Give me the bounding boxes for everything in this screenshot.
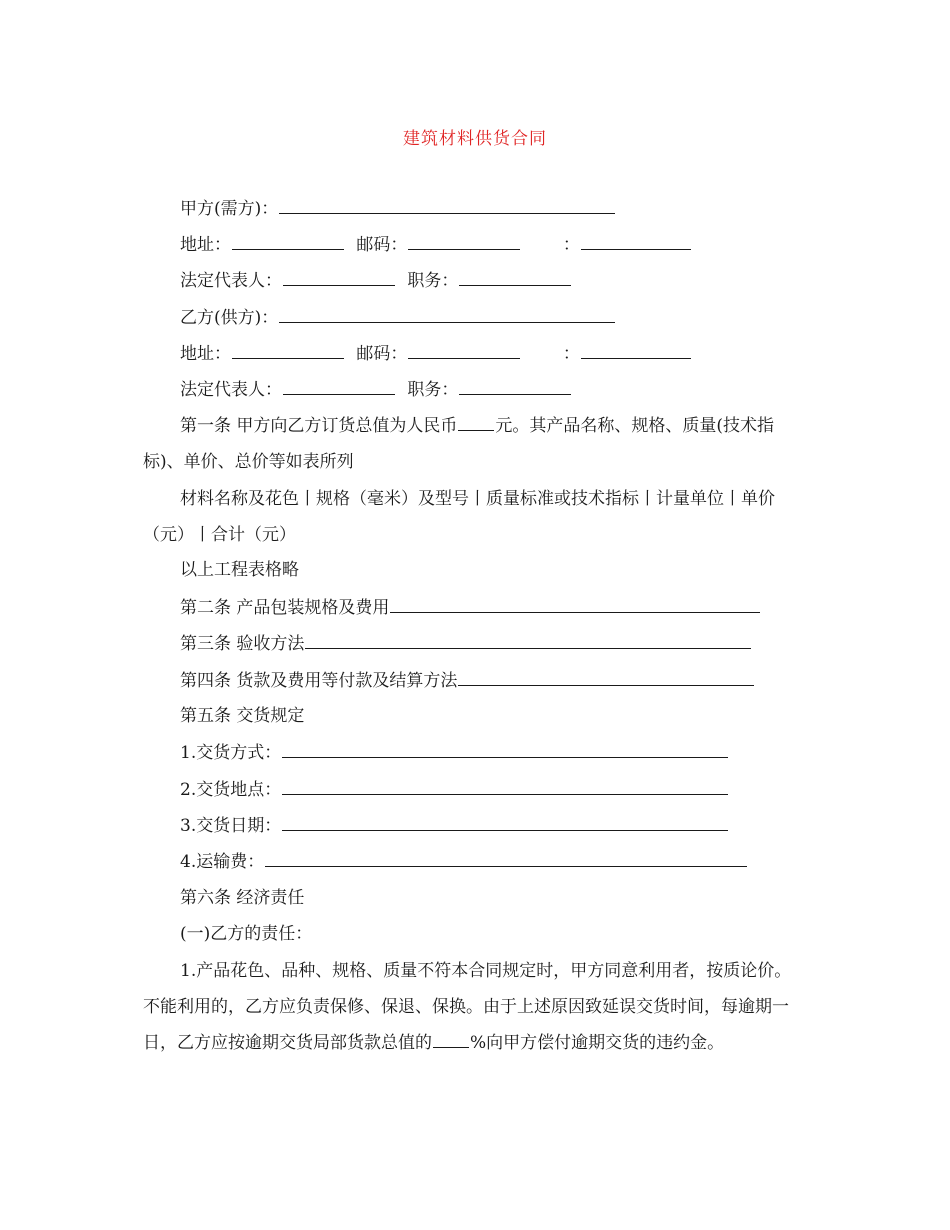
party-b-address-field[interactable]	[232, 341, 344, 359]
article-2-line	[180, 595, 761, 620]
delivery-place-field[interactable]	[282, 777, 728, 795]
table-note: 以上工程表格略	[180, 560, 299, 580]
party-b-phone-label: ：	[562, 344, 580, 364]
party-a-name-field[interactable]	[279, 196, 615, 214]
party-a-postcode-label: 邮码：	[356, 235, 408, 255]
delivery-place-line	[180, 777, 729, 802]
delivery-method-line	[180, 740, 729, 765]
article-2-label: 第二条 产品包装规格及费用	[180, 598, 390, 618]
party-a-postcode-field[interactable]	[408, 232, 520, 250]
document-title: 建筑材料供货合同	[403, 129, 547, 149]
party-b-position-label: 职务：	[407, 380, 459, 400]
freight-line	[180, 849, 748, 874]
table-header-text: 材料名称及花色丨规格（毫米）及型号丨质量标准或技术指标丨计量单位丨单价（元）丨合计（元）	[143, 489, 775, 545]
total-amount-field[interactable]	[458, 413, 494, 431]
delivery-date-line	[180, 813, 729, 838]
article-4-field[interactable]	[458, 668, 754, 686]
party-a-address-label: 地址：	[180, 235, 231, 255]
party-b-postcode-field[interactable]	[408, 341, 520, 359]
party-b-address-label: 地址：	[180, 344, 231, 364]
party-b-label: 乙方(供方)：	[180, 308, 279, 328]
party-a-rep-line	[180, 268, 572, 293]
party-b-address-line	[180, 341, 692, 366]
delivery-place-label: 2.交货地点：	[180, 780, 282, 800]
party-a-rep-field[interactable]	[283, 268, 395, 286]
party-a-label: 甲方(需方)：	[180, 199, 279, 219]
article-1-text-before: 第一条 甲方向乙方订货总值为人民币	[180, 416, 458, 436]
party-a-position-field[interactable]	[459, 268, 571, 286]
party-a-address-field[interactable]	[232, 232, 344, 250]
delivery-method-field[interactable]	[282, 740, 728, 758]
party-b-duty-heading: (一)乙方的责任：	[180, 924, 313, 944]
clause-1	[143, 953, 803, 1061]
party-a-position-label: 职务：	[407, 271, 459, 291]
freight-label: 4.运输费：	[180, 852, 265, 872]
article-4-line	[180, 668, 755, 693]
party-b-line	[180, 305, 616, 330]
freight-field[interactable]	[265, 849, 747, 867]
delivery-date-field[interactable]	[282, 813, 728, 831]
party-b-phone-field[interactable]	[581, 341, 691, 359]
article-1-text-after: 元。其产品名称、规格、质量(技术指标)、单价、总价等如表所列	[143, 416, 775, 472]
delivery-method-label: 1.交货方式：	[180, 743, 282, 763]
article-1	[143, 408, 803, 480]
clause-1-text-before: 1.产品花色、品种、规格、质量不符本合同规定时，甲方同意利用者，按质论价。不能利用的，乙方应负责保修、保退、保换。由于上述原因致延误交货时间，每逾期一日，乙方应按逾期交货局部货款总值的	[143, 961, 792, 1053]
party-b-position-field[interactable]	[459, 377, 571, 395]
article-3-label: 第三条 验收方法	[180, 634, 305, 654]
article-5: 第五条 交货规定	[180, 706, 305, 726]
party-a-line	[180, 196, 616, 221]
party-a-phone-field[interactable]	[581, 232, 691, 250]
party-b-name-field[interactable]	[279, 305, 615, 323]
article-3-line	[180, 631, 752, 656]
article-4-label: 第四条 货款及费用等付款及结算方法	[180, 671, 458, 691]
delivery-date-label: 3.交货日期：	[180, 816, 282, 836]
table-header	[143, 481, 803, 553]
clause-1-text-after: %向甲方偿付逾期交货的违约金。	[470, 1033, 725, 1053]
penalty-percent-field[interactable]	[433, 1030, 469, 1048]
party-b-rep-label: 法定代表人：	[180, 380, 282, 400]
article-6: 第六条 经济责任	[180, 888, 305, 908]
article-3-field[interactable]	[305, 631, 751, 649]
party-b-rep-field[interactable]	[283, 377, 395, 395]
party-a-address-line	[180, 232, 692, 257]
party-b-rep-line	[180, 377, 572, 402]
party-a-phone-label: ：	[562, 235, 580, 255]
party-b-postcode-label: 邮码：	[356, 344, 408, 364]
party-a-rep-label: 法定代表人：	[180, 271, 282, 291]
article-2-field[interactable]	[390, 595, 760, 613]
